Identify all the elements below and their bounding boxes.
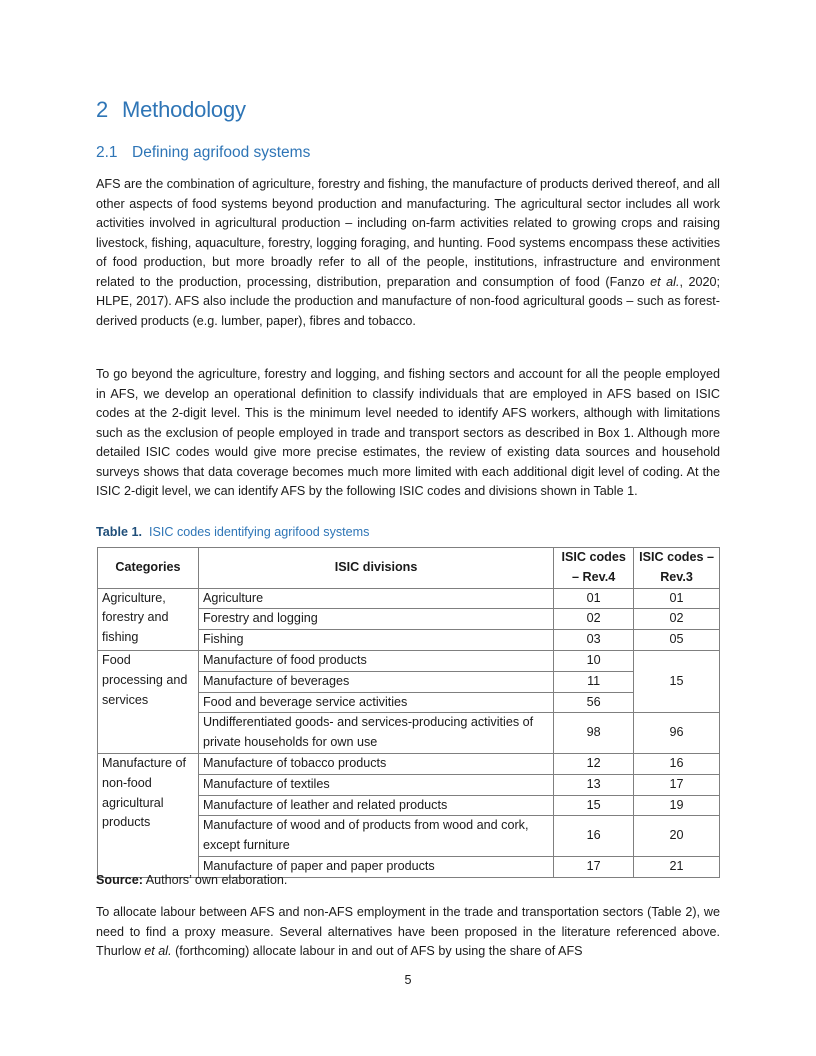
table-header-row bbox=[98, 548, 720, 589]
rev4-cell: 17 bbox=[554, 856, 634, 877]
rev3-cell: 05 bbox=[634, 630, 720, 651]
rev4-cell: 01 bbox=[554, 588, 634, 609]
rev3-cell: 01 bbox=[634, 588, 720, 609]
rev4-cell: 16 bbox=[554, 816, 634, 857]
page-number: 5 bbox=[404, 973, 412, 987]
rev3-cell: 17 bbox=[634, 774, 720, 795]
rev3-cell: 02 bbox=[634, 609, 720, 630]
category-cell: Agriculture, forestry and fishing bbox=[98, 588, 199, 650]
division-cell: Manufacture of beverages bbox=[198, 671, 553, 692]
table-row bbox=[98, 753, 720, 774]
section-title: Methodology bbox=[122, 97, 246, 122]
table-caption-text: ISIC codes identifying agrifood systems bbox=[148, 525, 370, 539]
isic-codes-table bbox=[97, 547, 720, 878]
rev4-cell: 10 bbox=[554, 650, 634, 671]
text-run: To allocate labour between AFS and non-AFS employment in the trade and transportation sectors (Table 2), we need to find a proxy measure. Several alternatives have been proposed in the literature referenced above. Thurlow bbox=[96, 905, 720, 958]
table-caption bbox=[96, 525, 369, 539]
rev4-cell: 11 bbox=[554, 671, 634, 692]
source-text: Authors’ own elaboration. bbox=[142, 873, 288, 887]
rev4-cell: 03 bbox=[554, 630, 634, 651]
category-cell: Food processing and services bbox=[98, 650, 199, 753]
division-cell: Undifferentiated goods- and services-producing activities of private households for own use bbox=[198, 713, 553, 754]
division-cell: Fishing bbox=[198, 630, 553, 651]
division-cell: Forestry and logging bbox=[198, 609, 553, 630]
header-rev3: ISIC codes – Rev.3 bbox=[634, 548, 720, 589]
section-heading bbox=[96, 97, 246, 123]
rev3-cell: 19 bbox=[634, 795, 720, 816]
rev4-cell: 15 bbox=[554, 795, 634, 816]
division-cell: Manufacture of tobacco products bbox=[198, 753, 553, 774]
division-cell: Manufacture of textiles bbox=[198, 774, 553, 795]
division-cell: Manufacture of paper and paper products bbox=[198, 856, 553, 877]
rev4-cell: 12 bbox=[554, 753, 634, 774]
header-rev4: ISIC codes – Rev.4 bbox=[554, 548, 634, 589]
rev3-cell: 16 bbox=[634, 753, 720, 774]
paragraph-afs-definition bbox=[96, 175, 720, 331]
section-number: 2 bbox=[96, 97, 109, 122]
citation-etal: et al. bbox=[650, 274, 680, 289]
subsection-title: Defining agrifood systems bbox=[132, 144, 311, 161]
subsection-heading bbox=[96, 144, 310, 162]
division-cell: Manufacture of wood and of products from wood and cork, except furniture bbox=[198, 816, 553, 857]
header-divisions: ISIC divisions bbox=[198, 548, 553, 589]
rev4-cell: 13 bbox=[554, 774, 634, 795]
division-cell: Manufacture of food products bbox=[198, 650, 553, 671]
source-label: Source: bbox=[96, 873, 143, 887]
rev4-cell: 02 bbox=[554, 609, 634, 630]
table-caption-label: Table 1. bbox=[96, 525, 142, 539]
rev3-cell: 20 bbox=[634, 816, 720, 857]
header-categories: Categories bbox=[98, 548, 199, 589]
rev4-cell: 56 bbox=[554, 692, 634, 713]
rev4-cell: 98 bbox=[554, 713, 634, 754]
citation-etal: et al. bbox=[144, 944, 172, 958]
paragraph-labour-allocation bbox=[96, 903, 720, 962]
rev3-cell: 15 bbox=[634, 650, 720, 712]
division-cell: Manufacture of leather and related products bbox=[198, 795, 553, 816]
table-source-note bbox=[96, 873, 287, 887]
text-run: AFS are the combination of agriculture, forestry and fishing, the manufacture of products derived thereof, and all other aspects of food systems beyond production and manufacturing. The agricultural sector includes all work activities involved in agricultural production – including on-farm activities related to growing crops and raising livestock, fishing, aquaculture, forestry, logging foraging, and hunting. Food systems encompass these activities of food production, but more broadly refer to all of the people, institutions, infrastructure and environment related to the production, processing, distribution, preparation and consumption of food (Fanzo bbox=[96, 177, 720, 289]
table-row bbox=[98, 588, 720, 609]
rev3-cell: 96 bbox=[634, 713, 720, 754]
table-row bbox=[98, 650, 720, 671]
rev3-cell: 21 bbox=[634, 856, 720, 877]
division-cell: Agriculture bbox=[198, 588, 553, 609]
paragraph-operational-definition: To go beyond the agriculture, forestry and logging, and fishing sectors and account for all the people employed in AFS, we develop an operational definition to classify individuals that are employed in AFS based on ISIC codes at the 2-digit level. This is the minimum level needed to identify AFS workers, although with limitations such as the exclusion of people employed in trade and transport sectors as described in Box 1. Although more detailed ISIC codes would give more precise estimates, the review of existing data sources and household surveys shows that data coverage becomes much more limited with each additional digit level of coding. At the ISIC 2-digit level, we can identify AFS by the following ISIC codes and divisions shown in Table 1. bbox=[96, 367, 720, 498]
text-run: (forthcoming) allocate labour in and out of AFS by using the share of AFS bbox=[171, 944, 583, 958]
division-cell: Food and beverage service activities bbox=[198, 692, 553, 713]
text-run: , 2020; HLPE, 2017). AFS also include the production and manufacture of non-food agricultural goods – such as forest-derived products (e.g. lumber, paper), fibres and tobacco. bbox=[96, 274, 720, 328]
category-cell: Manufacture of non-food agricultural products bbox=[98, 753, 199, 877]
subsection-number: 2.1 bbox=[96, 144, 118, 161]
